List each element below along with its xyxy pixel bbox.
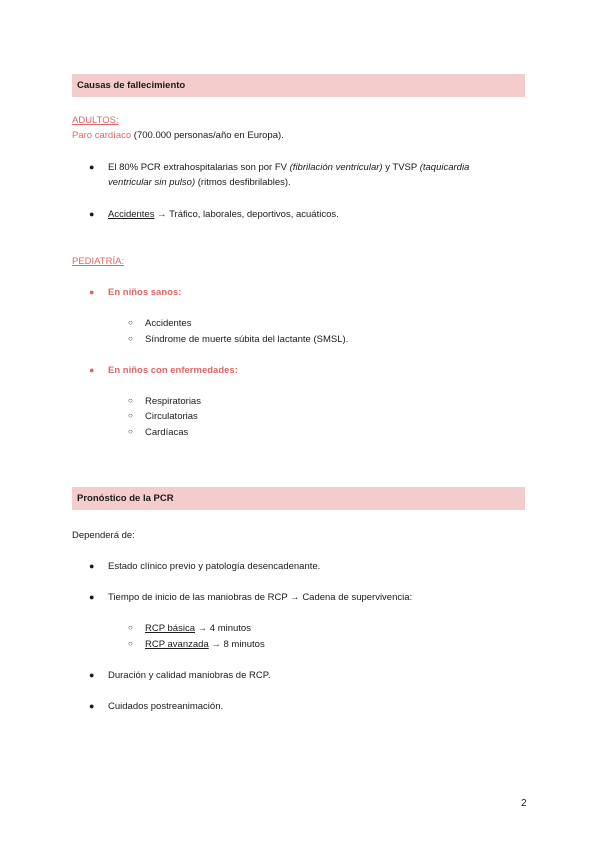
list-item: Accidentes bbox=[145, 318, 192, 329]
section-title: Pronóstico de la PCR bbox=[77, 493, 174, 504]
accidents-link[interactable]: Accidentes bbox=[108, 209, 155, 220]
circle-bullet-icon: ○ bbox=[128, 318, 133, 327]
cardiac-arrest-text: (700.000 personas/año en Europa). bbox=[131, 130, 284, 141]
circle-bullet-icon: ○ bbox=[128, 427, 133, 436]
list-item: Respiratorias bbox=[145, 396, 201, 407]
list-item bbox=[108, 162, 469, 173]
pediatrics-heading: PEDIATRÍA: bbox=[72, 256, 125, 267]
circle-bullet-icon: ○ bbox=[128, 639, 133, 648]
bullet-icon: ● bbox=[89, 670, 95, 680]
list-item: Tiempo de inicio de las maniobras de RCP → Cadena de supervivencia: bbox=[108, 592, 413, 603]
list-item: Síndrome de muerte súbita del lactante (SMSL). bbox=[145, 334, 349, 345]
section-header-causas bbox=[72, 74, 525, 97]
circle-bullet-icon: ○ bbox=[128, 396, 133, 405]
adults-heading: ADULTOS: bbox=[72, 115, 119, 126]
bullet-icon: ● bbox=[89, 209, 95, 219]
bullet-icon: ● bbox=[89, 365, 95, 375]
list-item-text: (ritmos desfibrilables). bbox=[195, 177, 291, 188]
circle-bullet-icon: ○ bbox=[128, 411, 133, 420]
page-number: 2 bbox=[521, 798, 527, 809]
bullet-icon: ● bbox=[89, 592, 95, 602]
list-item-text: → Tráfico, laborales, deportivos, acuáticos. bbox=[154, 209, 339, 220]
cardiac-arrest-label: Paro cardíaco bbox=[72, 130, 132, 141]
list-item: Circulatorias bbox=[145, 411, 198, 422]
list-item-italic: (taquicardia bbox=[419, 162, 470, 173]
circle-bullet-icon: ○ bbox=[128, 334, 133, 343]
list-item bbox=[145, 623, 251, 634]
list-item: Cardíacas bbox=[145, 427, 189, 438]
rcp-basica-link[interactable]: RCP básica bbox=[145, 623, 195, 634]
list-item-text: → 8 minutos bbox=[208, 639, 265, 650]
bullet-icon: ● bbox=[89, 701, 95, 711]
bullet-icon: ● bbox=[89, 561, 95, 571]
list-item bbox=[108, 209, 339, 220]
sick-children-label: En niños con enfermedades: bbox=[108, 365, 238, 376]
list-item-italic: ventricular sin pulso) bbox=[108, 177, 196, 188]
list-item-text: y TVSP bbox=[382, 162, 420, 173]
intro-text: Dependerá de: bbox=[72, 530, 135, 541]
list-item: Cuidados postreanimación. bbox=[108, 701, 224, 712]
section-header-pronostico bbox=[72, 487, 525, 510]
healthy-children-label: En niños sanos: bbox=[108, 287, 182, 298]
list-item-italic: (fibrilación ventricular) bbox=[289, 162, 383, 173]
cardiac-arrest-line bbox=[72, 130, 284, 141]
list-item: Duración y calidad maniobras de RCP. bbox=[108, 670, 271, 681]
bullet-icon: ● bbox=[89, 287, 95, 297]
rcp-avanzada-link[interactable]: RCP avanzada bbox=[145, 639, 209, 650]
list-item-text: → 4 minutos bbox=[195, 623, 251, 634]
bullet-icon: ● bbox=[89, 162, 95, 172]
list-item: Estado clínico previo y patología desencadenante. bbox=[108, 561, 321, 572]
section-title: Causas de fallecimiento bbox=[77, 80, 186, 91]
list-item-text: El 80% PCR extrahospitalarias son por FV bbox=[108, 162, 290, 173]
list-item bbox=[145, 639, 265, 650]
list-item-continuation bbox=[108, 177, 291, 188]
circle-bullet-icon: ○ bbox=[128, 623, 133, 632]
